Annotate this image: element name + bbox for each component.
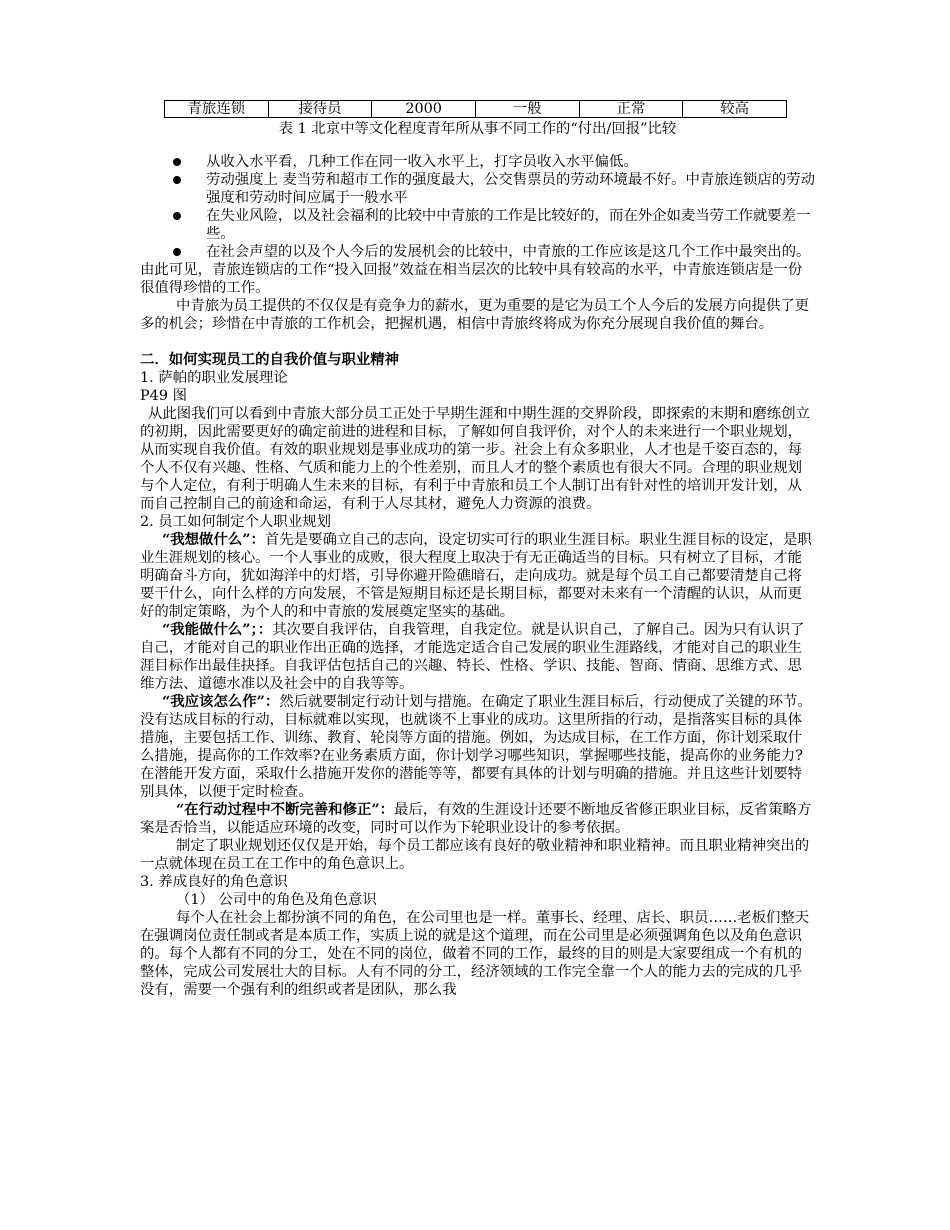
paragraph-text: 首先是要确立自己的志向，设定切实可行的职业生涯目标。职业生涯目标的设定，是职业生涯规划的核心。一个人事业的成败，很大程度上取决于有无正确适当的目标。只有树立了目标，才能明确奋斗方向，犹如海洋中的灯塔，引导你避开险礁暗石，走向成功。就是每个员工自己都要清楚自己将要干什么，向什么样的方向发展，不管是短期目标还是长期目标，都要对未来有一个清醒的认识，从而更好的制定策略，为个人的和中青旅的发展奠定坚实的基础。 [140, 532, 812, 620]
bullet-text: 在失业风险，以及社会福利的比较中中青旅的工作是比较好的，而在外企如麦当劳工作就要差一些。 [206, 208, 811, 242]
paragraph [140, 693, 815, 801]
bold-lead: “我能做什么”；： [162, 621, 273, 638]
bold-lead: “我想做什么”： [162, 531, 265, 548]
table-cell: 青旅连锁 [165, 101, 269, 118]
paragraph: 制定了职业规划还仅仅是开始，每个员工都应该有良好的敬业精神和职业精神。而且职业精神突出的一点就体现在员工在工作中的角色意识上。 [140, 838, 810, 872]
comparison-table [164, 100, 787, 118]
paragraph-text: 然后就要制定行动计划与措施。在确定了职业生涯目标后，行动便成了关键的环节。没有达成目标的行动，目标就难以实现，也就谈不上事业的成功。这里所指的行动，是指落实目标的具体措施，主要包括工作、训练、教育、轮岗等方面的措施。例如，为达成目标，在工作方面，你计划采取什么措施，提高你的工作效率?在业务素质方面，你计划学习哪些知识，掌握哪些技能，提高你的业务能力?在潜能开发方面，采取什么措施开发你的潜能等等，都要有具体的计划与明确的措施。并且这些计划要特别具体，以便于定时检查。 [140, 694, 812, 800]
paragraph [140, 621, 815, 693]
table-cell: 2000 [372, 101, 476, 118]
paragraph: 由此可见，青旅连锁店的工作“投入回报”效益在相当层次的比较中具有较高的水平，中青旅连锁店是一份很值得珍惜的工作。 [140, 262, 803, 296]
table-row [165, 101, 787, 118]
sub-heading: （1） 公司中的角色及角色意识 [176, 892, 377, 908]
list-item [140, 243, 815, 261]
bold-lead: “我应该怎么作”： [162, 693, 280, 710]
bullet-icon [173, 158, 181, 166]
list-item [140, 207, 815, 243]
figure-reference: P49 图 [140, 388, 187, 404]
bold-lead: “在行动过程中不断完善和修正”： [176, 801, 395, 818]
paragraph: 中青旅为员工提供的不仅仅是有竞争力的薪水，更为重要的是它为员工个人今后的发展方向提供了更多的机会；珍惜在中青旅的工作机会，把握机遇，相信中青旅终将成为你充分展现自我价值的舞台。 [140, 298, 810, 332]
bullet-icon [173, 176, 181, 184]
table-cell: 较高 [683, 101, 787, 118]
table-caption: 表 1 北京中等文化程度青年所从事不同工作的“付出/回报”比较 [278, 121, 677, 137]
bullet-icon [173, 212, 181, 220]
bullet-text: 在社会声望的以及个人今后的发展机会的比较中，中青旅的工作应该是这几个工作中最突出的。 [206, 244, 811, 260]
paragraph-text: 其次要自我评估，自我管理，自我定位。就是认识自己，了解自己。因为只有认识了自己，才能对自己的职业作出正确的选择，才能选定适合自己发展的职业生涯路线，才能对自己的职业生涯目标作出最佳抉择。自我评估包括自己的兴趣、特长、性格、学识、技能、智商、情商、思维方式、思维方法、道德水准以及社会中的自我等等。 [140, 622, 805, 692]
bullet-text: 从收入水平看，几种工作在同一收入水平上，打字员收入水平偏低。 [206, 154, 638, 170]
list-item [140, 153, 815, 171]
paragraph: 从此图我们可以看到中青旅大部分员工正处于早期生涯和中期生涯的交界阶段，即探索的末期和磨练创立的初期，因此需要更好的确定前进的进程和目标，了解如何自我评价，对个人的未来进行一个职业规划，从而实现自我价值。有效的职业规划是事业成功的第一步。社会上有众多职业，人才也是千姿百态的，每个人不仅有兴趣、性格、气质和能力上的个性差别，而且人才的整个素质也有很大不同。合理的职业规划与个人定位，有利于明确人生未来的目标，有利于中青旅和员工个人制订出有针对性的培训开发计划，从而自己控制自己的前途和命运，有利于人尽其材，避免人力资源的浪费。 [140, 406, 810, 512]
paragraph [140, 801, 815, 837]
paragraph-text: 最后，有效的生涯设计还要不断地反省修正职业目标，反省策略方案是否恰当，以能适应环境的改变，同时可以作为下轮职业设计的参考依据。 [140, 802, 812, 836]
table-cell: 正常 [579, 101, 683, 118]
bullet-text: 劳动强度上 麦当劳和超市工作的强度最大，公交售票员的劳动环境最不好。中青旅连锁店的劳动强度和劳动时间应属于一般水平 [206, 172, 815, 206]
document-page [140, 100, 815, 999]
bullet-icon [173, 248, 181, 256]
list-item [140, 171, 815, 207]
table-cell: 接待员 [268, 101, 372, 118]
section-heading: 二．如何实现员工的自我价值与职业精神 [140, 351, 400, 368]
bullet-list [140, 153, 815, 261]
paragraph [140, 531, 815, 621]
numbered-heading: 3. 养成良好的角色意识 [140, 874, 288, 890]
table-cell: 一般 [475, 101, 579, 118]
numbered-heading: 2. 员工如何制定个人职业规划 [140, 514, 331, 530]
paragraph: 每个人在社会上都扮演不同的角色，在公司里也是一样。董事长、经理、店长、职员……老板们整天在强调岗位责任制或者是本质工作，实质上说的就是这个道理，而在公司里是必须强调角色以及角色意识的。每个人都有不同的分工，处在不同的岗位，做着不同的工作，最终的目的则是大家要组成一个有机的整体，完成公司发展壮大的目标。人有不同的分工，经济领域的工作完全靠一个人的能力去的完成的几乎没有，需要一个强有利的组织或者是团队，那么我 [140, 910, 810, 998]
numbered-heading: 1. 萨帕的职业发展理论 [140, 370, 288, 386]
